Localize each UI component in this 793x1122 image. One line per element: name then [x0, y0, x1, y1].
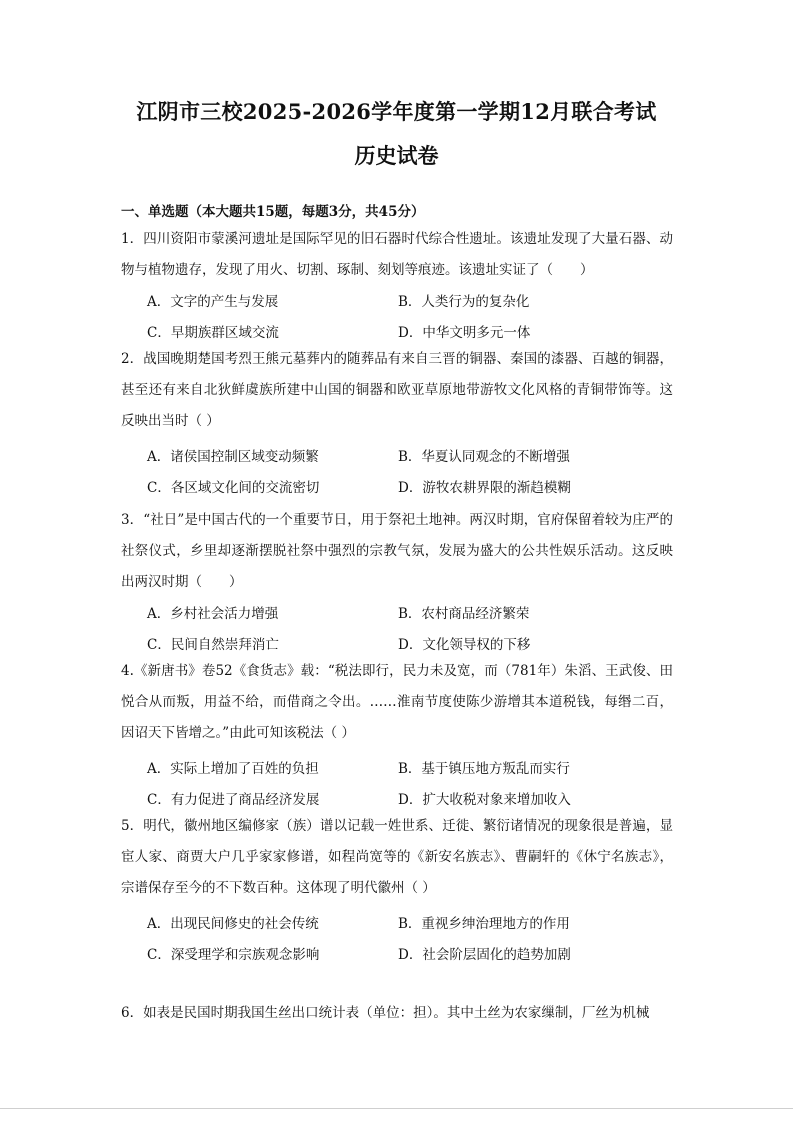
- question-3-option-a: A．乡村社会活力增强: [147, 606, 279, 622]
- question-1-stem: 1．四川资阳市蒙溪河遗址是国际罕见的旧石器时代综合性遗址。该遗址发现了大量石器、动物与植物遗存，发现了用火、切割、琢制、刻划等痕迹。该遗址实证了（ ）: [121, 231, 673, 278]
- question-4-option-a: A．实际上增加了百姓的负担: [147, 761, 319, 777]
- question-2-option-c: C．各区域文化间的交流密切: [147, 480, 320, 496]
- question-3-option-c: C．民间自然崇拜消亡: [147, 637, 279, 653]
- exam-subtitle: 历史试卷: [354, 143, 439, 168]
- question-4-option-b: B．基于镇压地方叛乱而实行: [398, 761, 570, 777]
- question-2-option-d: D．游牧农耕界限的渐趋模糊: [398, 480, 571, 496]
- question-3-option-d: D．文化领导权的下移: [398, 637, 531, 653]
- question-5-option-b: B．重视乡绅治理地方的作用: [398, 916, 570, 932]
- question-2-stem: 2．战国晚期楚国考烈王熊元墓葬内的随葬品有来自三晋的铜器、秦国的漆器、百越的铜器，甚至还有来自北狄鲜虞族所建中山国的铜器和欧亚草原地带游牧文化风格的青铜带饰等。这反映出当时（ ）: [121, 351, 673, 429]
- question-5-option-d: D．社会阶层固化的趋势加剧: [398, 947, 571, 963]
- question-1-option-b: B．人类行为的复杂化: [398, 294, 530, 310]
- question-1-option-a: A．文字的产生与发展: [147, 294, 279, 310]
- question-5-option-a: A．出现民间修史的社会传统: [147, 916, 319, 932]
- question-4-option-d: D．扩大收税对象来增加收入: [398, 792, 571, 808]
- question-6-stem: 6．如表是民国时期我国生丝出口统计表（单位：担）。其中土丝为农家缫制，厂丝为机械: [121, 1005, 650, 1021]
- question-3-option-b: B．农村商品经济繁荣: [398, 606, 530, 622]
- section-heading: 一、单选题（本大题共15题，每题3分，共45分）: [121, 204, 425, 220]
- exam-title: 江阴市三校2025-2026学年度第一学期12月联合考试: [136, 99, 657, 124]
- question-1-option-c: C．早期族群区域交流: [147, 325, 279, 341]
- question-2-option-b: B．华夏认同观念的不断增强: [398, 449, 570, 465]
- question-3-stem: 3．“社日”是中国古代的一个重要节日，用于祭祀土地神。两汉时期，官府保留着较为庄严的社祭仪式，乡里却逐渐摆脱社祭中强烈的宗教气氛，发展为盛大的公共性娱乐活动。这反映出两汉时期（ ）: [121, 512, 673, 590]
- question-4-stem: 4.《新唐书》卷52《食货志》载：“税法即行，民力未及宽，而（781年）朱滔、王武俊、田悦合从而叛，用益不给，而借商之令出。……淮南节度使陈少游增其本道税钱，每缗二百，因诏天下皆增之。”由此可知该税法（ ）: [121, 663, 673, 741]
- question-4-option-c: C．有力促进了商品经济发展: [147, 792, 320, 808]
- question-5-option-c: C．深受理学和宗族观念影响: [147, 947, 320, 963]
- question-1-option-d: D．中华文明多元一体: [398, 325, 531, 341]
- page-bottom-divider: [0, 1108, 793, 1109]
- question-5-stem: 5．明代，徽州地区编修家（族）谱以记载一姓世系、迁徙、繁衍诸情况的现象很是普遍，显宦人家、商贾大户几乎家家修谱，如程尚宽等的《新安名族志》、曹嗣轩的《休宁名族志》，宗谱保存至今的不下数百种。这体现了明代徽州（ ）: [121, 818, 673, 896]
- question-2-option-a: A．诸侯国控制区域变动频繁: [147, 449, 319, 465]
